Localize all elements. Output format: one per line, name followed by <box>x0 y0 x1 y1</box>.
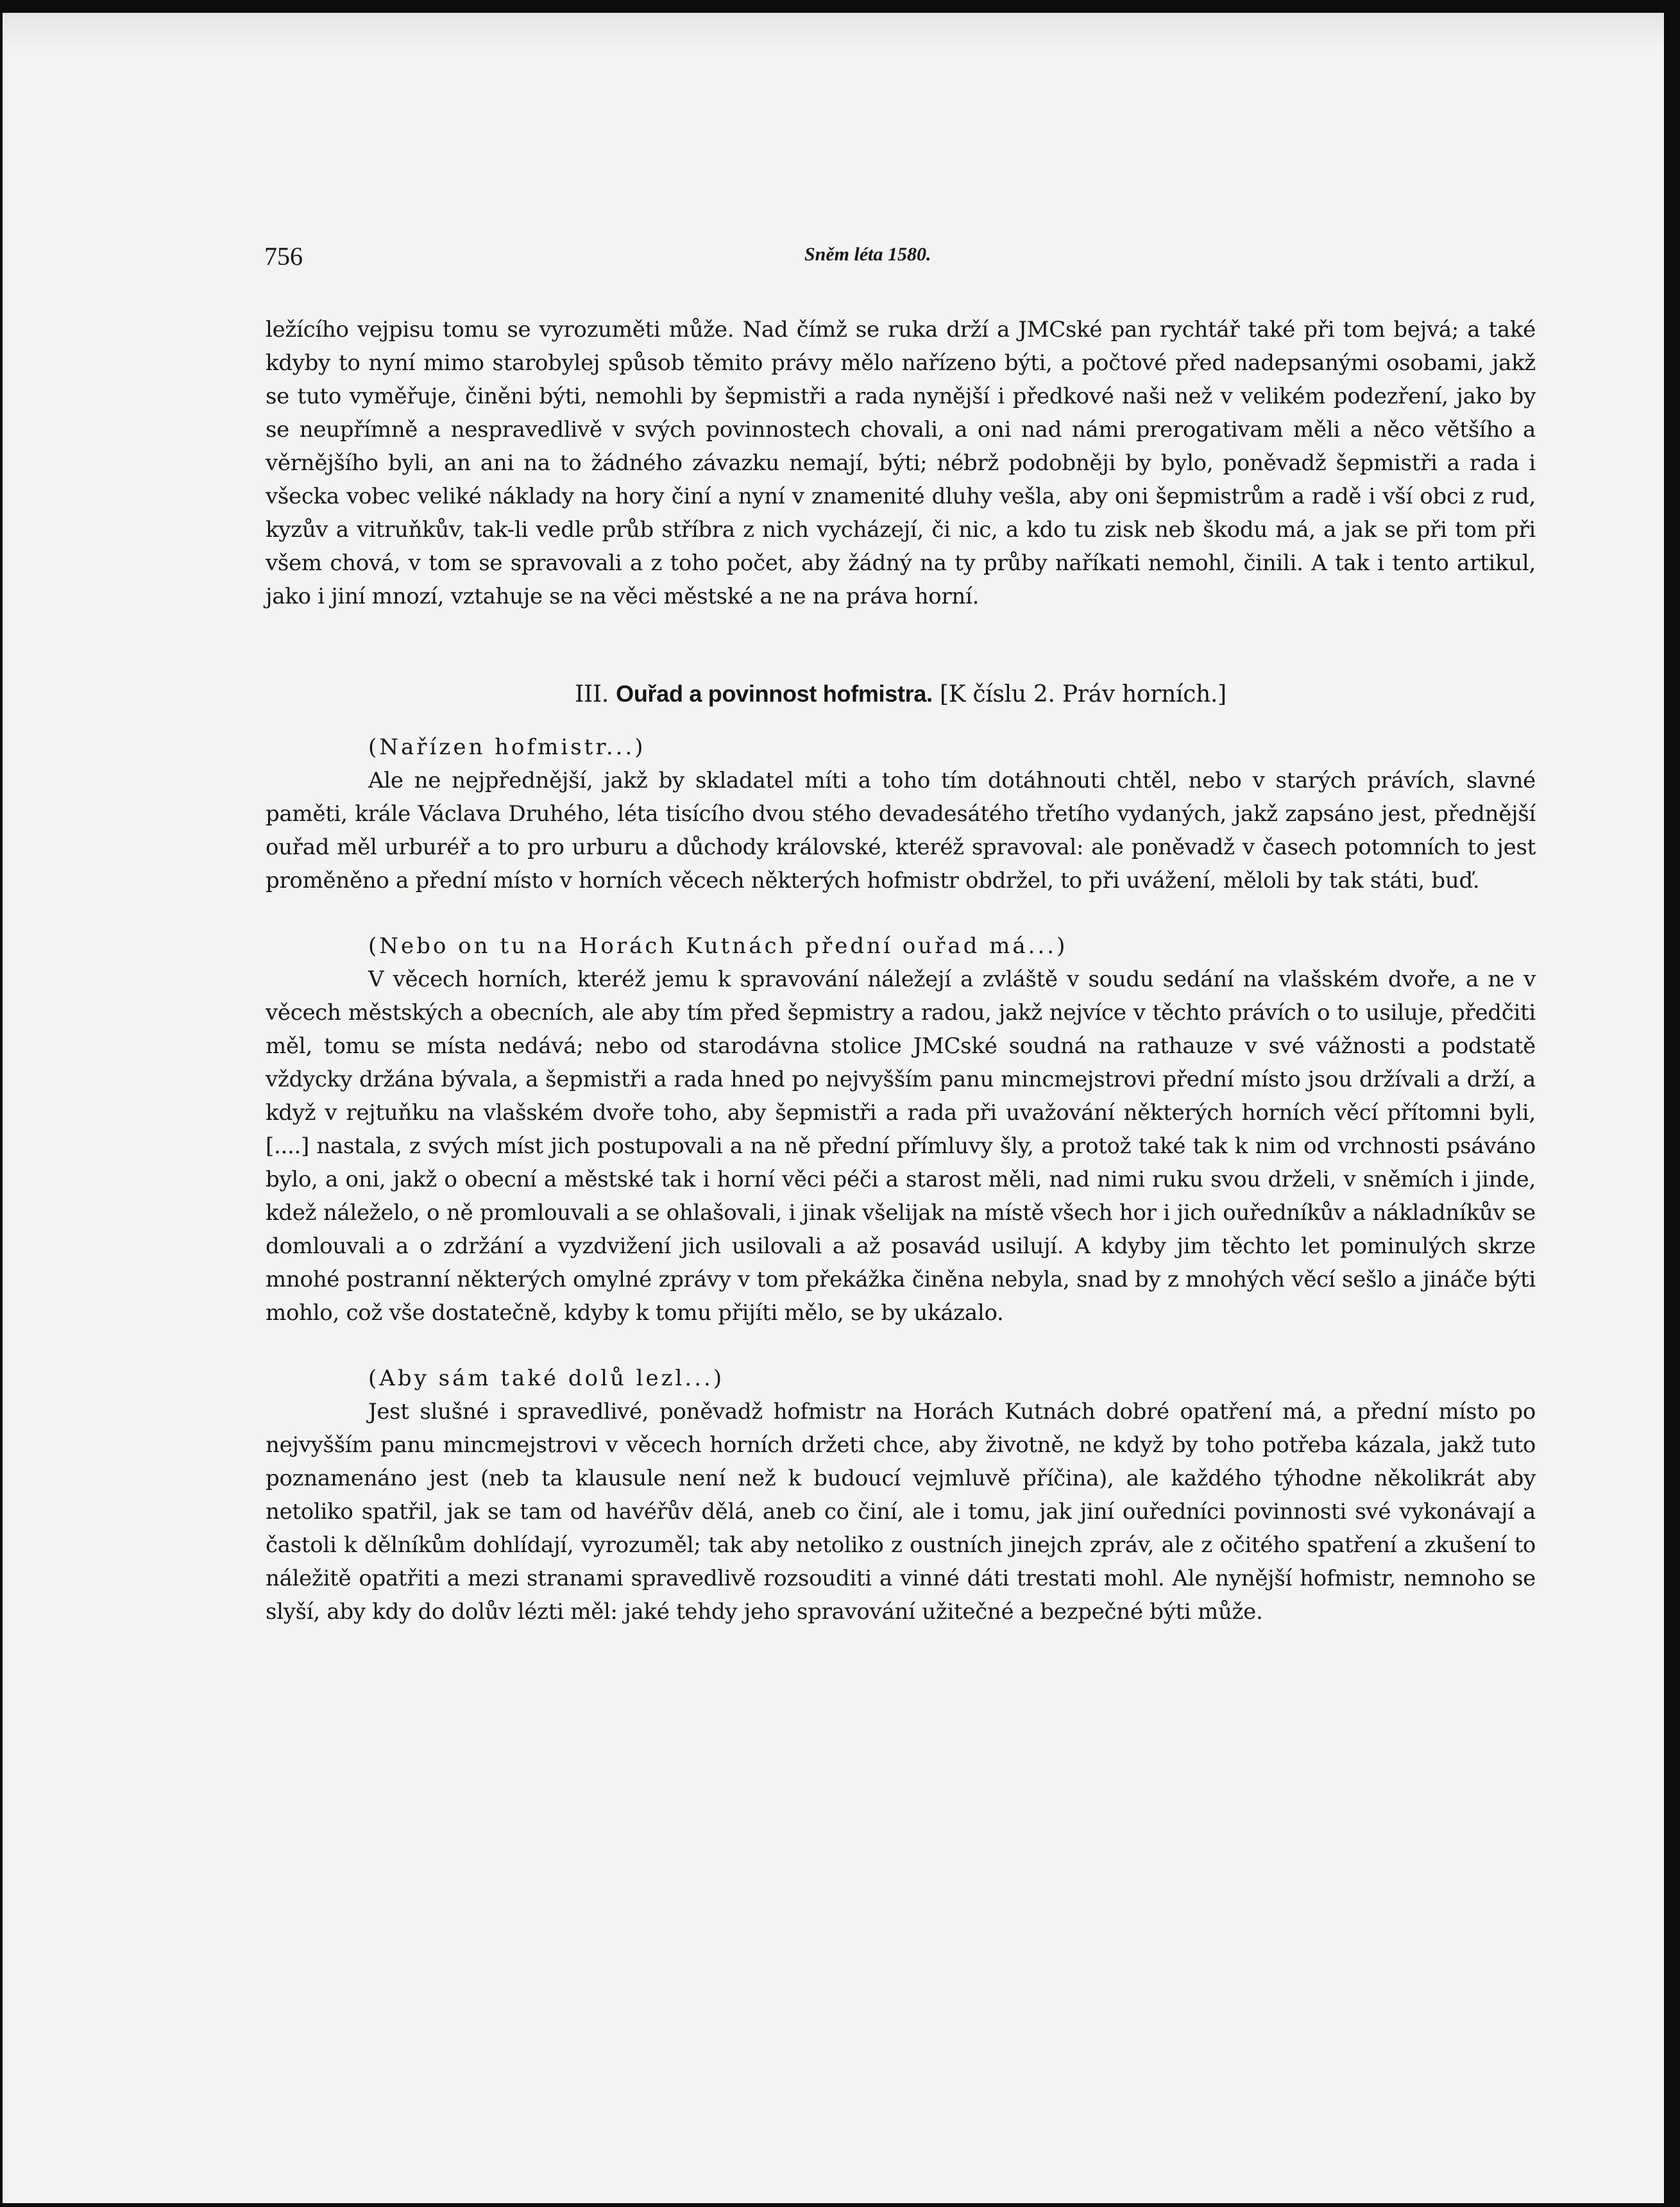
section-block <box>266 1362 1536 1628</box>
document-page <box>3 13 1664 2203</box>
section-number: III. <box>575 681 609 707</box>
section-title: Ouřad a povinnost hofmistra. <box>616 681 933 707</box>
block-paragraph: Ale ne nejpřednější, jakž by skladatel míti a toho tím dotáhnouti chtěl, nebo v starých právích, slavné paměti, krále Václava Druhého, léta tisícího dvou stého devadesátého třetího vydaných, jakž zapsáno jest, přednější ouřad měl urburéř a to pro urburu a důchody královské, kteréž spravoval: ale poněvadž v časech potomních to jest proměněno a přední místo v horních věcech některých hofmistr obdržel, to při uvážení, měloli by tak státi, buď. <box>266 768 1536 893</box>
page-body <box>266 313 1536 1661</box>
section-block <box>266 929 1536 1330</box>
section-reference: [K číslu 2. Práv horních.] <box>939 681 1226 707</box>
section-block <box>266 731 1536 897</box>
block-paragraph: V věcech horních, kteréž jemu k spravování náležejí a zvláště v soudu sedání na vlašském dvoře, a ne v věcech městských a obecních, ale aby tím před šepmistry a radou, jakž nejvíce v těchto právích o to usiluje, předčiti měl, tomu se místa nedává; nebo od starodávna stolice JMCské soudná na rathauze v své vážnosti a podstatě vždycky držána bývala, a šepmistři a rada hned po nejvyšším panu mincmejstrovi přední místo jsou držívali a drží, a když v rejtuňku na vlašském dvoře toho, aby šepmistři a rada při uvažování některých horních věcí přítomni byli, [....] nastala, z svých míst jich postupovali a na ně přední přímluvy šly, a protož také tak k nim od vrchnosti psáváno bylo, a oni, jakž o obecní a městské tak i horní věci péči a starost měli, nad nimi ruku svou drželi, v sněmích i jinde, kdež náleželo, o ně promlouvali a se ohlašovali, i jinak všelijak na místě všech hor i jich ouředníkův a nákladníkův se domlouvali a o zdržání a vyzdvižení jich usilovali a až posavád usilují. A kdyby jim těchto let pominulých skrze mnohé postranní některých omylné zprávy v tom překážka činěna nebyla, snad by z mnohých věcí sešlo a jináče býti mohlo, což vše dostatečně, kdyby k tomu přijíti mělo, se by ukázalo. <box>266 967 1536 1326</box>
page-number: 756 <box>264 242 303 271</box>
block-subheading: (Nebo on tu na Horách Kutnách přední ouřad má...) <box>368 933 1068 959</box>
block-subheading: (Nařízen hofmistr...) <box>368 734 646 760</box>
block-paragraph: Jest slušné i spravedlivé, poněvadž hofmistr na Horách Kutnách dobré opatření má, a přední místo po nejvyšším panu mincmejstrovi v věcech horních držeti chce, aby životně, ne když by toho potřeba kázala, jakž tuto poznamenáno jest (neb ta klausule není než k budoucí vejmluvě příčina), ale každého týhodne několikrát aby netoliko spatřil, jak se tam od havéřův dělá, aneb co činí, ale i tomu, jak jiní ouředníci povinnosti své vykonávají a častoli k dělníkům dohlídají, vyrozuměl; tak aby netoliko z oustních jinejch zpráv, ale z očitého spatření a zkušení to náležitě opatřiti a mezi stranami spravedlivě rozsouditi a vinné dáti trestati mohl. Ale nynější hofmistr, nemnoho se slyší, aby kdy do dolův lézti měl: jaké tehdy jeho spravování užitečné a bezpečné býti může. <box>266 1399 1536 1625</box>
block-subheading: (Aby sám také dolů lezl...) <box>368 1366 725 1391</box>
intro-paragraph: ležícího vejpisu tomu se vyrozuměti může. Nad čímž se ruka drží a JMCské pan rychtář také při tom bejvá; a také kdyby to nyní mimo starobylej spůsob těmito právy mělo nařízeno býti, a počtové před nadepsanými osobami, jakž se tuto vyměřuje, činěni býti, nemohli by šepmistři a rada nynější i předkové naši než v velikém podezření, jako by se neupřímně a nespravedlivě v svých povinnostech chovali, a oni nad námi prerogativam měli a něco většího a věrnějšího byli, an ani na to žádného závazku nemají, býti; nébrž podobněji by bylo, poněvadž šepmistři a rada i všecka vobec veliké náklady na hory činí a nyní v znamenité dluhy vešla, aby oni šepmistrům a radě i vší obci z rud, kyzův a vitruňkův, tak-li vedle průb stříbra z nich vycházejí, či nic, a kdo tu zisk neb škodu má, a jak se při tom při všem chová, v tom se spravovali a z toho počet, aby žádný na ty průby naříkati nemohl, činili. A tak i tento artikul, jako i jiní mnozí, vztahuje se na věci městské a ne na práva horní. <box>266 317 1536 609</box>
section-heading <box>266 677 1536 711</box>
running-title: Sněm léta 1580. <box>804 244 931 265</box>
